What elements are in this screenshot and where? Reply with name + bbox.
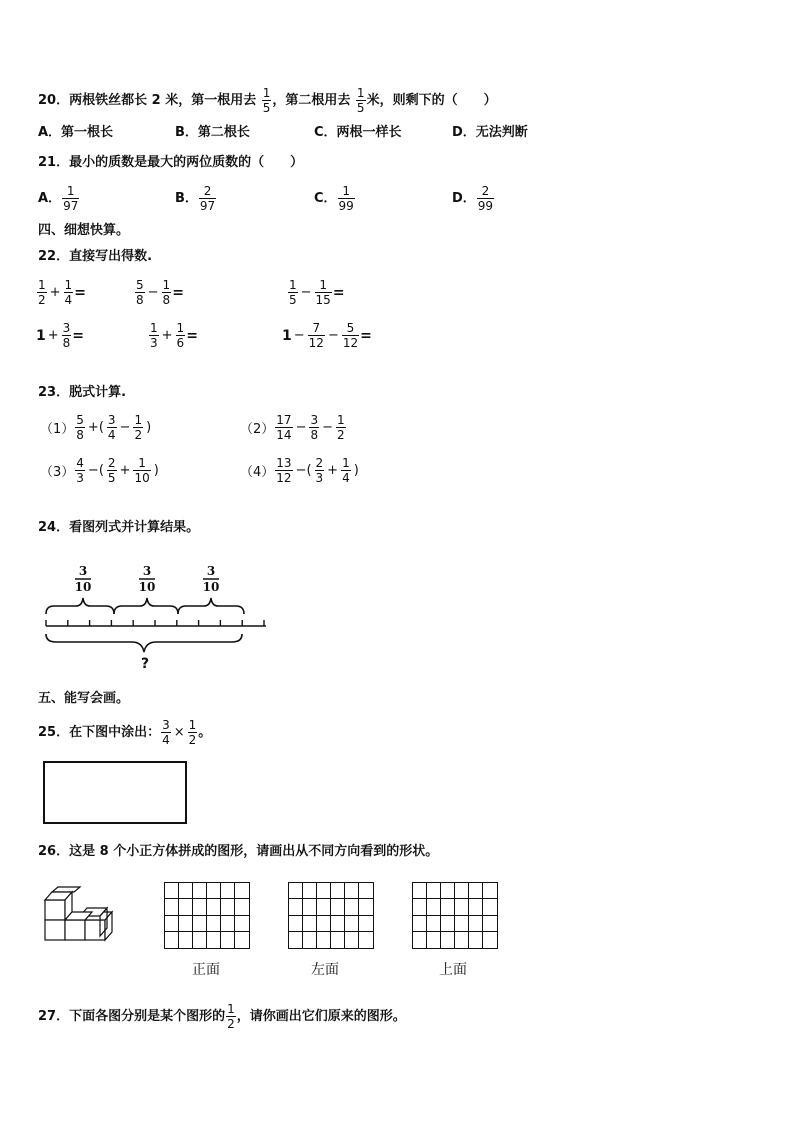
lower-brace [46, 634, 242, 652]
number-line-diagram [40, 560, 272, 672]
segment-label-denominator: 10 [202, 580, 220, 594]
expression: 1 − $\frac{7}{12}$ − $\frac{5}{12}$ = [282, 321, 372, 350]
question-21: 21．最小的质数是最大的两位质数的（ ） [38, 155, 304, 170]
option-a[interactable]: A．第一根长 [38, 125, 114, 140]
question-24: 24．看图列式并计算结果。 [38, 520, 200, 535]
expression: 1 + $\frac{3}{8}$ = [36, 321, 85, 350]
caption-top: 上面 [439, 962, 467, 978]
question-20: 20．两根铁丝都长 2 米，第一根用去 $\frac{1}{5}$ ，第二根用去 $\frac{1}{5}$ 米，则剩下的（ ） [38, 86, 497, 115]
upper-brace [178, 598, 244, 614]
expression: （4） $\frac{13}{12}$ −( $\frac{2}{3}$ + $\frac{1}{4}$ ) [240, 456, 359, 485]
question-26: 26．这是 8 个小正方体拼成的图形，请画出从不同方向看到的形状。 [38, 844, 439, 859]
option-b[interactable]: B． $\frac{2}{97}$ [175, 184, 216, 213]
caption-left: 左面 [311, 962, 339, 978]
cube-figure-icon [40, 882, 126, 946]
option-c[interactable]: C．两根一样长 [314, 125, 402, 140]
expression: $\frac{1}{3}$ + $\frac{1}{6}$ = [150, 321, 198, 350]
question-22: 22．直接写出得数. [38, 249, 153, 264]
fraction: $\frac{1}{5}$ [262, 86, 271, 115]
caption-front: 正面 [192, 962, 220, 978]
segment-label-numerator: 3 [78, 564, 88, 578]
question-mark: ? [140, 656, 150, 672]
option-b[interactable]: B．第二根长 [175, 125, 250, 140]
top-view-grid[interactable] [412, 882, 498, 949]
segment-label-denominator: 10 [74, 580, 92, 594]
front-view-grid[interactable] [164, 882, 250, 949]
expression: （3） $\frac{4}{3}$ −( $\frac{2}{5}$ + $\frac{1}{10}$ ) [40, 456, 159, 485]
upper-brace [114, 598, 178, 614]
option-d[interactable]: D． $\frac{2}{99}$ [452, 184, 494, 213]
fraction: $\frac{1}{5}$ [356, 86, 365, 115]
option-c[interactable]: C． $\frac{1}{99}$ [314, 184, 354, 213]
left-view-grid[interactable] [288, 882, 374, 949]
expression: （2） $\frac{17}{14}$ − $\frac{3}{8}$ − $\frac{1}{2}$ [240, 413, 345, 442]
question-25: 25． 在下图中涂出： $\frac{3}{4}$ × $\frac{1}{2}$ 。 [38, 718, 212, 747]
segment-label-numerator: 3 [206, 564, 216, 578]
expression: $\frac{5}{8}$ − $\frac{1}{8}$ = [136, 278, 184, 307]
expression: $\frac{1}{2}$ + $\frac{1}{4}$ = [38, 278, 86, 307]
segment-label-numerator: 3 [142, 564, 152, 578]
question-23: 23．脱式计算. [38, 385, 127, 400]
expression: （1） $\frac{5}{8}$ +( $\frac{3}{4}$ − $\frac{1}{2}$ ) [40, 413, 152, 442]
option-a[interactable]: A． $\frac{1}{97}$ [38, 184, 79, 213]
option-d[interactable]: D．无法判断 [452, 125, 528, 140]
shading-rectangle[interactable] [43, 761, 187, 824]
segment-label-denominator: 10 [138, 580, 156, 594]
upper-brace [46, 598, 114, 614]
section-heading: 四、细想快算。 [38, 223, 130, 238]
question-27: 27． 下面各图分别是某个图形的 $\frac{1}{2}$ ，请你画出它们原来的图形。 [38, 1002, 406, 1031]
expression: $\frac{1}{5}$ − $\frac{1}{15}$ = [289, 278, 345, 307]
section-heading: 五、能写会画。 [38, 691, 130, 706]
